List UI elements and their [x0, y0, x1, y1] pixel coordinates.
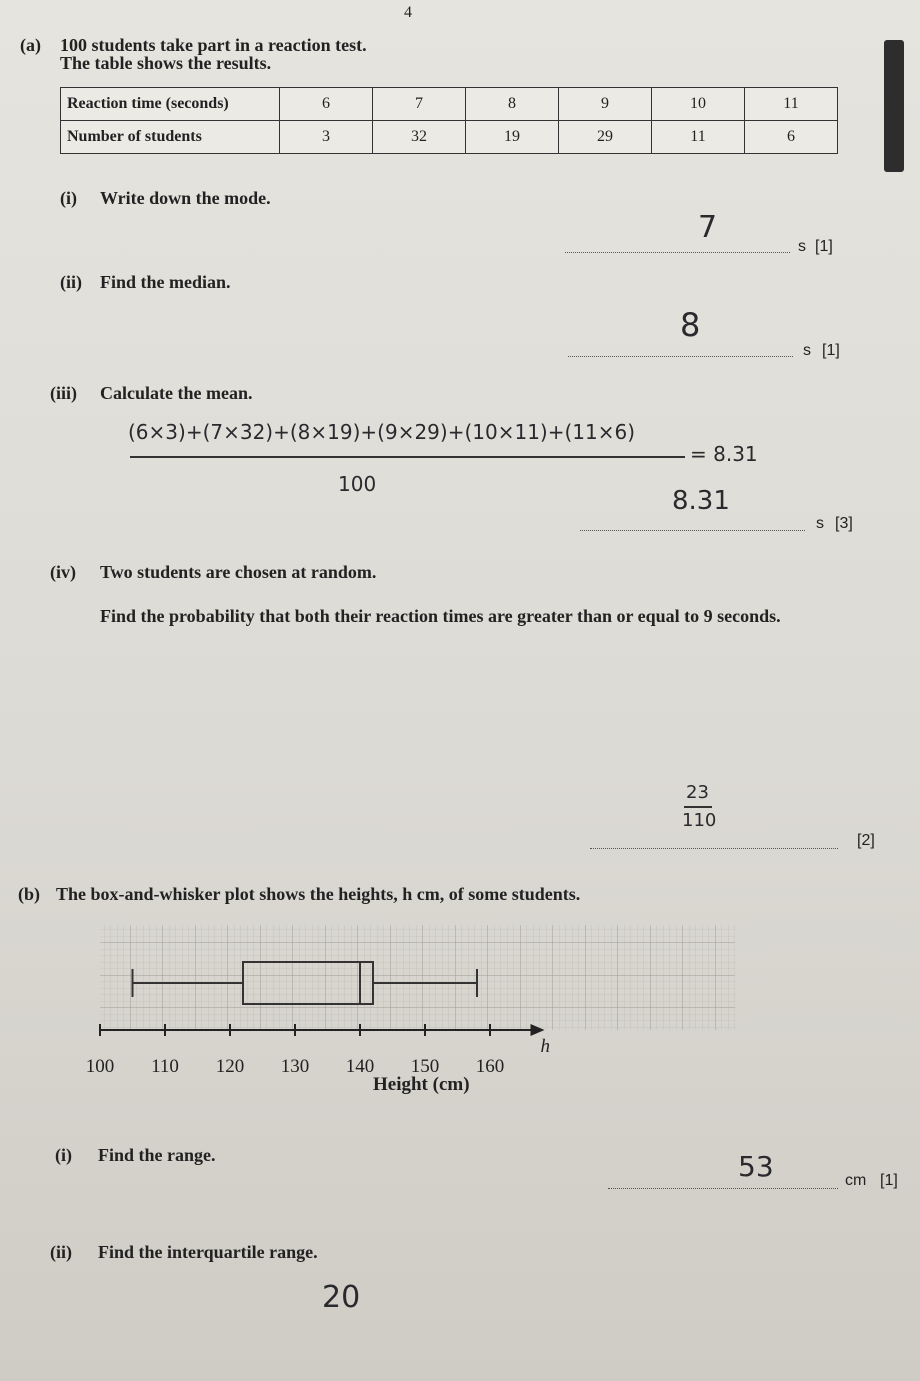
tick-label: 130	[280, 1056, 310, 1077]
answer-b-i: 53	[738, 1150, 774, 1183]
part-b-intro: The box-and-whisker plot shows the heights, h cm, of some students.	[56, 884, 581, 904]
question-b-i-label: (i)	[55, 1145, 72, 1165]
marks: [1]	[880, 1172, 898, 1189]
page-number: 4	[404, 4, 412, 21]
unit-cm: cm	[845, 1172, 867, 1189]
answer-a-iii: 8.31	[672, 486, 730, 516]
tick-label: 110	[151, 1056, 179, 1077]
tick-label: 120	[215, 1056, 245, 1077]
part-a-intro-2: The table shows the results.	[60, 53, 272, 73]
tick-label: 160	[475, 1056, 505, 1077]
table-cell: 11	[652, 121, 745, 154]
answer-a-ii: 8	[680, 306, 701, 344]
answer-b-ii: 20	[322, 1280, 361, 1315]
working-result: = 8.31	[690, 442, 758, 466]
marks: [1]	[822, 342, 840, 359]
table-cell: 6	[280, 88, 373, 121]
grid-area-major	[100, 925, 735, 1030]
tick-label: 140	[345, 1056, 375, 1077]
marks: [3]	[835, 515, 853, 532]
question-a-ii-text: Find the median.	[100, 272, 231, 292]
part-a-intro-1: 100 students take part in a reaction test.	[60, 35, 367, 55]
question-a-iv-label: (iv)	[50, 562, 76, 582]
question-a-i-text: Write down the mode.	[100, 188, 271, 208]
table-cell: 6	[745, 121, 838, 154]
unit-seconds: s	[803, 342, 811, 359]
working-numerator: (6×3)+(7×32)+(8×19)+(9×29)+(10×11)+(11×6)	[128, 420, 636, 444]
x-axis	[86, 1024, 545, 1077]
answer-a-i: 7	[698, 210, 718, 245]
part-a-label: (a)	[20, 35, 41, 55]
question-b-ii-label: (ii)	[50, 1242, 72, 1262]
table-cell: 9	[559, 88, 652, 121]
question-a-iv-text: Two students are chosen at random.	[100, 562, 377, 582]
question-a-iv-text-2: Find the probability that both their reaction times are greater than or equal to 9 seconds.	[100, 606, 781, 626]
answer-a-iv-numerator: 23	[686, 782, 709, 803]
marks: [1]	[815, 238, 833, 255]
x-axis-title: Height (cm)	[373, 1074, 470, 1095]
working-denominator: 100	[338, 472, 377, 496]
answer-a-iv-denominator: 110	[682, 810, 717, 831]
table-cell: 32	[373, 121, 466, 154]
question-a-iii-label: (iii)	[50, 383, 77, 403]
tick-label: 100	[85, 1056, 115, 1077]
answer-line	[608, 1188, 838, 1189]
table-cell: 3	[280, 121, 373, 154]
row-header-reaction-time: Reaction time (seconds)	[61, 88, 280, 121]
question-a-i-label: (i)	[60, 188, 77, 208]
marks: [2]	[857, 832, 875, 849]
table-cell: 10	[652, 88, 745, 121]
axis-variable-label: h	[540, 1036, 550, 1057]
table-cell: 8	[466, 88, 559, 121]
question-b-i-text: Find the range.	[98, 1145, 216, 1165]
part-b-label: (b)	[18, 884, 40, 904]
question-a-ii-label: (ii)	[60, 272, 82, 292]
unit-seconds: s	[798, 238, 806, 255]
table-cell: 19	[466, 121, 559, 154]
tick-label: 150	[410, 1056, 440, 1077]
table-cell: 29	[559, 121, 652, 154]
question-a-iii-text: Calculate the mean.	[100, 383, 253, 403]
table-cell: 7	[373, 88, 466, 121]
row-header-number-of-students: Number of students	[61, 121, 280, 154]
table-cell: 11	[745, 88, 838, 121]
question-b-ii-text: Find the interquartile range.	[98, 1242, 318, 1262]
unit-seconds: s	[816, 515, 824, 532]
